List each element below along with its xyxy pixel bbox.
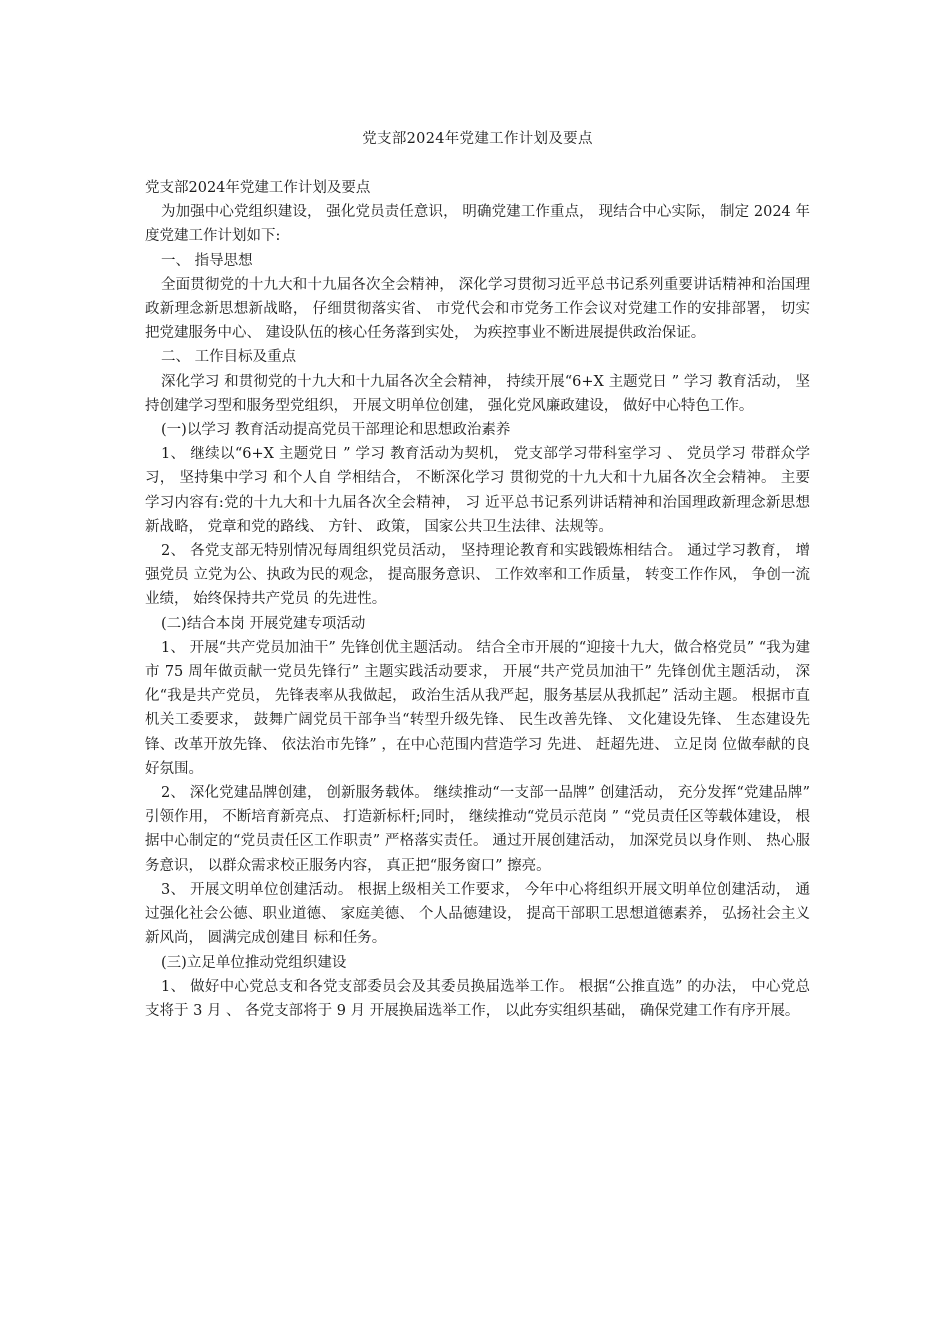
paragraph-activities-1: 1、 开展“共产党员加油干” 先锋创优主题活动。 结合全市开展的“迎接十九大，做合格党员” “我为建市 75 周年做贡献一党员先锋行” 主题实践活动要求， 开展“共产党员加油干” 先锋创优主题活动， 深化“我是共产党员， 先锋表率从我做起， 政治生活从我严起，服务基层从我抓起” 活动主题。 根据市直机关工委要求， 鼓舞广阔党员干部争当“转型升级先锋、 民生改善先锋、 文化建设先锋、 生态建设先锋、改革开放先锋、 依法治市先锋” ，在中心范围内营造学习 先进、 赶超先进、 立足岗 位做奉献的良好氛围。 [145, 639, 810, 777]
subsection-heading-organization: (三)立足单位推动党组织建设 [161, 954, 347, 971]
paragraph-doc-heading: 党支部2024年党建工作计划及要点 [145, 180, 371, 196]
section-heading-guiding-thought: 一、 指导思想 [161, 252, 253, 269]
paragraph-activities-3: 3、 开展文明单位创建活动。 根据上级相关工作要求， 今年中心将组织开展文明单位创建活动， 通过强化社会公德、职业道德、 家庭美德、 个人品德建设， 提高干部职工思想道德素养， 弘扬社会主义新风尚， 圆满完成创建目 标和任务。 [145, 881, 810, 947]
paragraph-intro: 为加强中心党组织建设， 强化党员责任意识， 明确党建工作重点， 现结合中心实际， 制定 2024 年度党建工作计划如下: [145, 204, 810, 245]
paragraph-activities-2: 2、 深化党建品牌创建， 创新服务载体。 继续推动“一支部一品牌” 创建活动， 充分发挥“党建品牌” 引领作用， 不断培育新亮点、 打造新标杆;同时， 继续推动“党员示范岗 ” “党员责任区等载体建设， 根据中心制定的“党员责任区工作职责” 严格落实责任。 通过开展创建活动， 加深党员以身作则、 热心服务意识， 以群众需求校正服务内容， 真正把“服务窗口” 擦亮。 [145, 785, 810, 874]
paragraph-organization-1: 1、 做好中心党总支和各党支部委员会及其委员换届选举工作。 根据“公推直选” 的办法， 中心党总支将于 3 月 、 各党支部将于 9 月 开展换届选举工作， 以此夯实组织基础， 确保党建工作有序开展。 [145, 978, 810, 1019]
paragraph-study-1: 1、 继续以“6+X 主题党日 ” 学习 教育活动为契机， 党支部学习带科室学习 、 党员学习 带群众学习， 坚持集中学习 和个人自 学相结合， 不断深化学习 贯彻党的十九大和十九届各次全会精神。 主要学习内容有:党的十九大和十九届各次全会精神， 习 近平总书记系列讲话精神和治国理政新理念新思想新战略， 党章和党的路线、 方针、 政策， 国家公共卫生法律、法规等。 [145, 446, 810, 535]
document-body [145, 176, 810, 1023]
paragraph-study-2: 2、 各党支部无特别情况每周组织党员活动， 坚持理论教育和实践锻炼相结合。 通过学习教育， 增强党员 立党为公、执政为民的观念， 提高服务意识、 工作效率和工作质量， 转变工作作风， 争创一流业绩， 始终保持共产党员 的先进性。 [145, 543, 810, 608]
subsection-heading-special-activities: (二)结合本岗 开展党建专项活动 [161, 615, 366, 632]
page-title: 党支部2024年党建工作计划及要点 [362, 131, 593, 147]
paragraph-guiding-thought: 全面贯彻党的十九大和十九届各次全会精神， 深化学习贯彻习近平总书记系列重要讲话精神和治国理政新理念新思想新战略， 仔细贯彻落实省、 市党代会和市党务工作会议对党建工作的安排部署， 切实把党建服务中心、 建设队伍的核心任务落到实处， 为疾控事业不断进展提供政治保证。 [145, 276, 810, 342]
paragraph-goals: 深化学习 和贯彻党的十九大和十九届各次全会精神， 持续开展“6+X 主题党日 ” 学习 教育活动， 坚持创建学习型和服务型党组织， 开展文明单位创建， 强化党风廉政建设， 做好中心特色工作。 [145, 373, 810, 414]
subsection-heading-study: (一)以学习 教育活动提高党员干部理论和思想政治素养 [161, 422, 511, 439]
section-heading-goals: 二、 工作目标及重点 [161, 349, 297, 366]
